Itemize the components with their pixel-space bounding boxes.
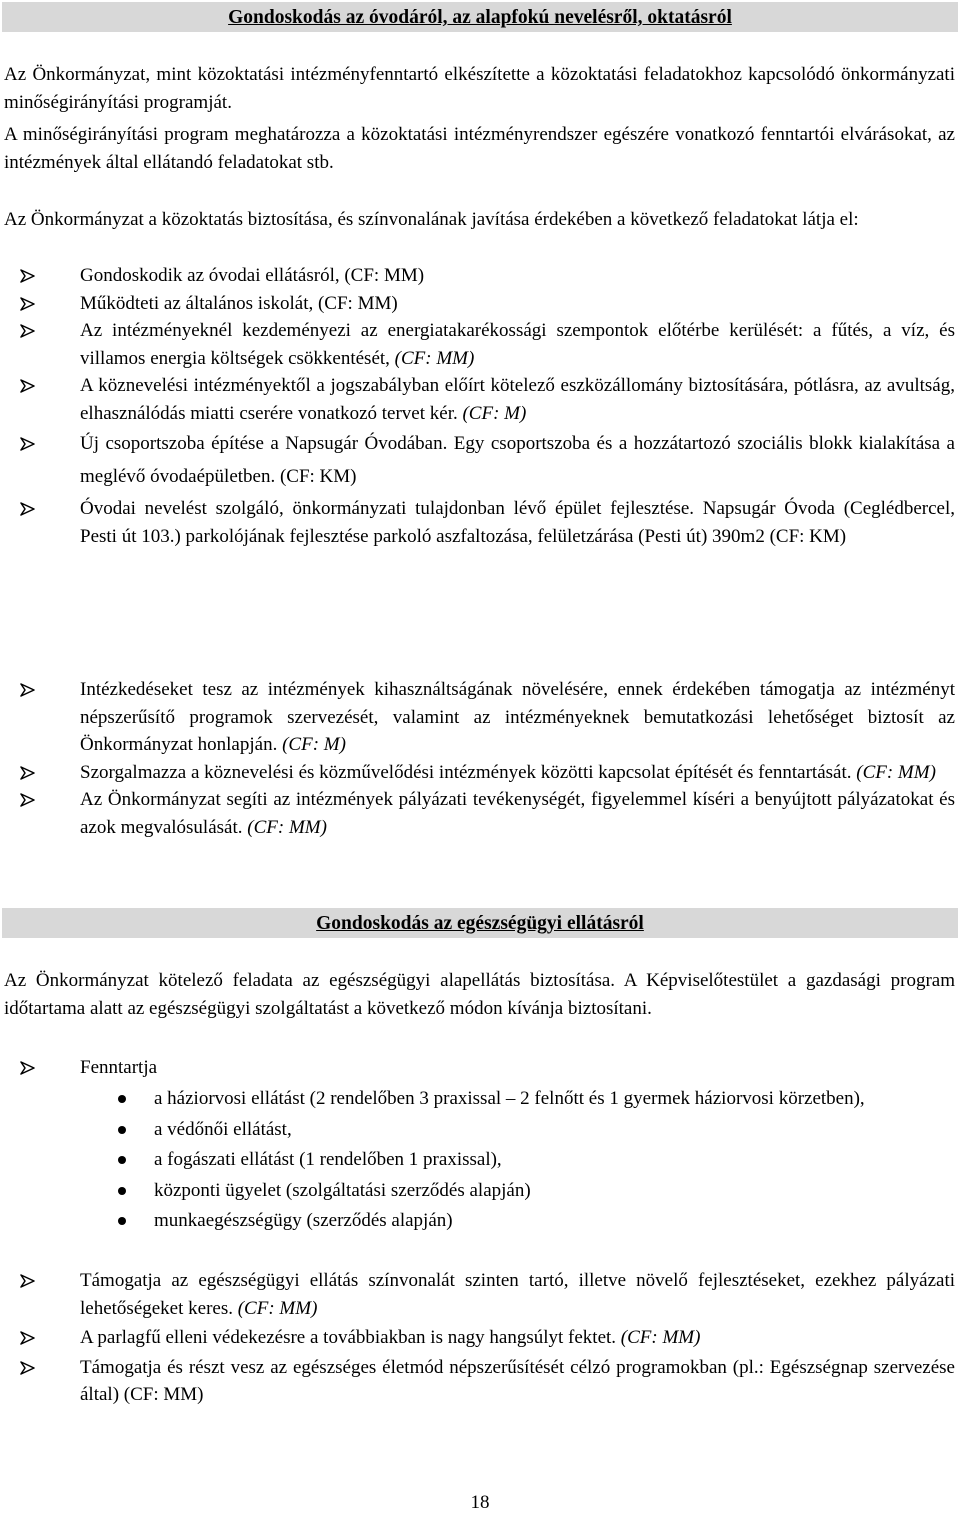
arrow-bullet-icon	[20, 1274, 36, 1288]
arrow-bullet-icon	[20, 502, 36, 516]
page-number: 18	[470, 1492, 490, 1513]
item-text: Az Önkormányzat segíti az intézmények pályázati tevékenységét, figyelemmel kíséri a benyújtott pályázatokat és azok megvalósulását.	[80, 789, 955, 838]
item-text: a védőnői ellátást,	[154, 1118, 292, 1140]
list-item	[4, 1116, 955, 1144]
arrow-bullet-icon	[20, 269, 36, 283]
item-text: A parlagfű elleni védekezésre a továbbiakban is nagy hangsúlyt fektet.	[80, 1327, 617, 1348]
arrow-bullet-icon	[20, 683, 36, 697]
paragraph: A minőségirányítási program meghatározza a közoktatási intézményrendszer egészére vonatkozó fenntartói elvárásokat, az intézmények által ellátandó feladatokat stb.	[4, 124, 955, 173]
item-text: Gondoskodik az óvodai ellátásról, (CF: MM)	[80, 265, 425, 286]
item-tag: (CF: MM)	[394, 347, 475, 369]
paragraph: Az Önkormányzat a közoktatás biztosítása, és színvonalának javítása érdekében a következő feladatokat látja el:	[4, 209, 859, 230]
arrow-bullet-icon	[20, 793, 36, 807]
item-text: központi ügyelet (szolgáltatási szerződés alapján)	[154, 1179, 531, 1201]
list-item	[4, 1324, 955, 1352]
arrow-bullet-icon	[20, 766, 36, 780]
section-heading-healthcare	[2, 908, 958, 938]
list-item	[4, 427, 955, 493]
list-item	[4, 759, 955, 787]
item-tag: (CF: M)	[282, 734, 346, 755]
paragraph: Az Önkormányzat kötelező feladata az egészségügyi alapellátás biztosítása. A Képviselőtestület a gazdasági program időtartama alatt az egészségügyi szolgáltatást a következő módon kívánja biztosítani.	[4, 970, 955, 1019]
arrow-bullet-icon	[20, 379, 36, 393]
item-text: a háziorvosi ellátást (2 rendelőben 3 praxissal – 2 felnőtt és 1 gyermek háziorvosi körzetben),	[154, 1088, 865, 1109]
list-item	[4, 372, 955, 427]
institution-support-list	[4, 676, 955, 841]
bullet-dot-icon	[118, 1095, 126, 1103]
section-title: Gondoskodás az egészségügyi ellátásról	[316, 913, 644, 934]
arrow-bullet-icon	[20, 1361, 36, 1375]
item-text: Támogatja és részt vesz az egészséges életmód népszerűsítését célzó programokban (pl.: Egészségnap szervezése által) (CF: MM)	[80, 1356, 955, 1405]
item-text: Az intézményeknél kezdeményezi az energiatakarékossági szempontok előtérbe kerülését: a fűtés, a víz, és villamos energia költségek csökkentését,	[80, 320, 955, 369]
item-tag: (CF: MM)	[247, 816, 327, 838]
item-tag: (CF: MM)	[856, 761, 936, 783]
list-item	[4, 1146, 955, 1174]
item-text: A köznevelési intézményektől a jogszabályban előírt kötelező eszközállomány biztosítására, pótlásra, az avultság, elhasználódás miatti cserére vonatkozó tervet kér.	[80, 375, 955, 424]
list-item	[4, 495, 955, 550]
item-tag: (CF: MM)	[237, 1297, 318, 1319]
bullet-dot-icon	[118, 1156, 126, 1164]
healthcare-task-list	[4, 1267, 955, 1409]
list-item	[4, 1267, 955, 1322]
paragraph: Az Önkormányzat, mint közoktatási intézményfenntartó elkészítette a közoktatási feladatokhoz kapcsolódó önkormányzati minőségirányítási programját.	[4, 64, 955, 113]
list-item	[4, 1354, 955, 1409]
arrow-bullet-icon	[20, 324, 36, 338]
list-item	[4, 786, 955, 841]
list-item	[4, 317, 955, 372]
maintained-services-list	[4, 1085, 955, 1235]
item-text: Új csoportszoba építése a Napsugár Óvodában. Egy csoportszoba és a hozzátartozó szociális blokk kialakítása a meglévő óvodaépületben. (CF: KM)	[80, 433, 955, 487]
list-item	[4, 1054, 955, 1082]
item-text: Működteti az általános iskolát, (CF: MM)	[80, 292, 398, 314]
education-task-list	[4, 262, 955, 550]
item-text: Támogatja az egészségügyi ellátás színvonalát szinten tartó, illetve növelő fejlesztéseket, ezekhez pályázati lehetőségeket keres.	[80, 1270, 955, 1319]
list-item	[4, 1177, 955, 1205]
bullet-dot-icon	[118, 1217, 126, 1225]
list-item	[4, 262, 955, 290]
item-text: Óvodai nevelést szolgáló, önkormányzati tulajdonban lévő épület fejlesztése. Napsugár Óvoda (Ceglédbercel, Pesti út 103.) parkolójának fejlesztése parkoló aszfaltozása, felületzárása (Pesti út) 390m2 (CF: KM)	[80, 498, 955, 547]
arrow-bullet-icon	[20, 1331, 36, 1345]
item-text: a fogászati ellátást (1 rendelőben 1 praxissal),	[154, 1149, 502, 1170]
item-text: Intézkedéseket tesz az intézmények kihasználtságának növelésére, ennek érdekében támogatja az intézményt népszerűsítő programok szervezését, valamint az intézményeknek bemutatkozási lehetőséget biztosít az Önkormányzat honlapján.	[80, 679, 955, 755]
arrow-bullet-icon	[20, 297, 36, 311]
arrow-bullet-icon	[20, 1061, 36, 1075]
healthcare-lead-list	[4, 1054, 955, 1082]
bullet-dot-icon	[118, 1126, 126, 1134]
list-item	[4, 1085, 955, 1113]
section-heading-education	[2, 2, 958, 32]
item-tag: (CF: MM)	[620, 1327, 701, 1348]
list-item	[4, 676, 955, 759]
arrow-bullet-icon	[20, 437, 36, 451]
section-title: Gondoskodás az óvodáról, az alapfokú nevelésről, oktatásról	[228, 7, 732, 28]
bullet-dot-icon	[118, 1187, 126, 1195]
item-text: Szorgalmazza a köznevelési és közművelődési intézmények közötti kapcsolat építését és fenntartását.	[80, 761, 852, 783]
item-text: munkaegészségügy (szerződés alapján)	[154, 1210, 453, 1231]
item-tag: (CF: M)	[462, 402, 527, 424]
list-item	[4, 1207, 955, 1235]
item-text: Fenntartja	[80, 1057, 158, 1078]
list-item	[4, 290, 955, 318]
